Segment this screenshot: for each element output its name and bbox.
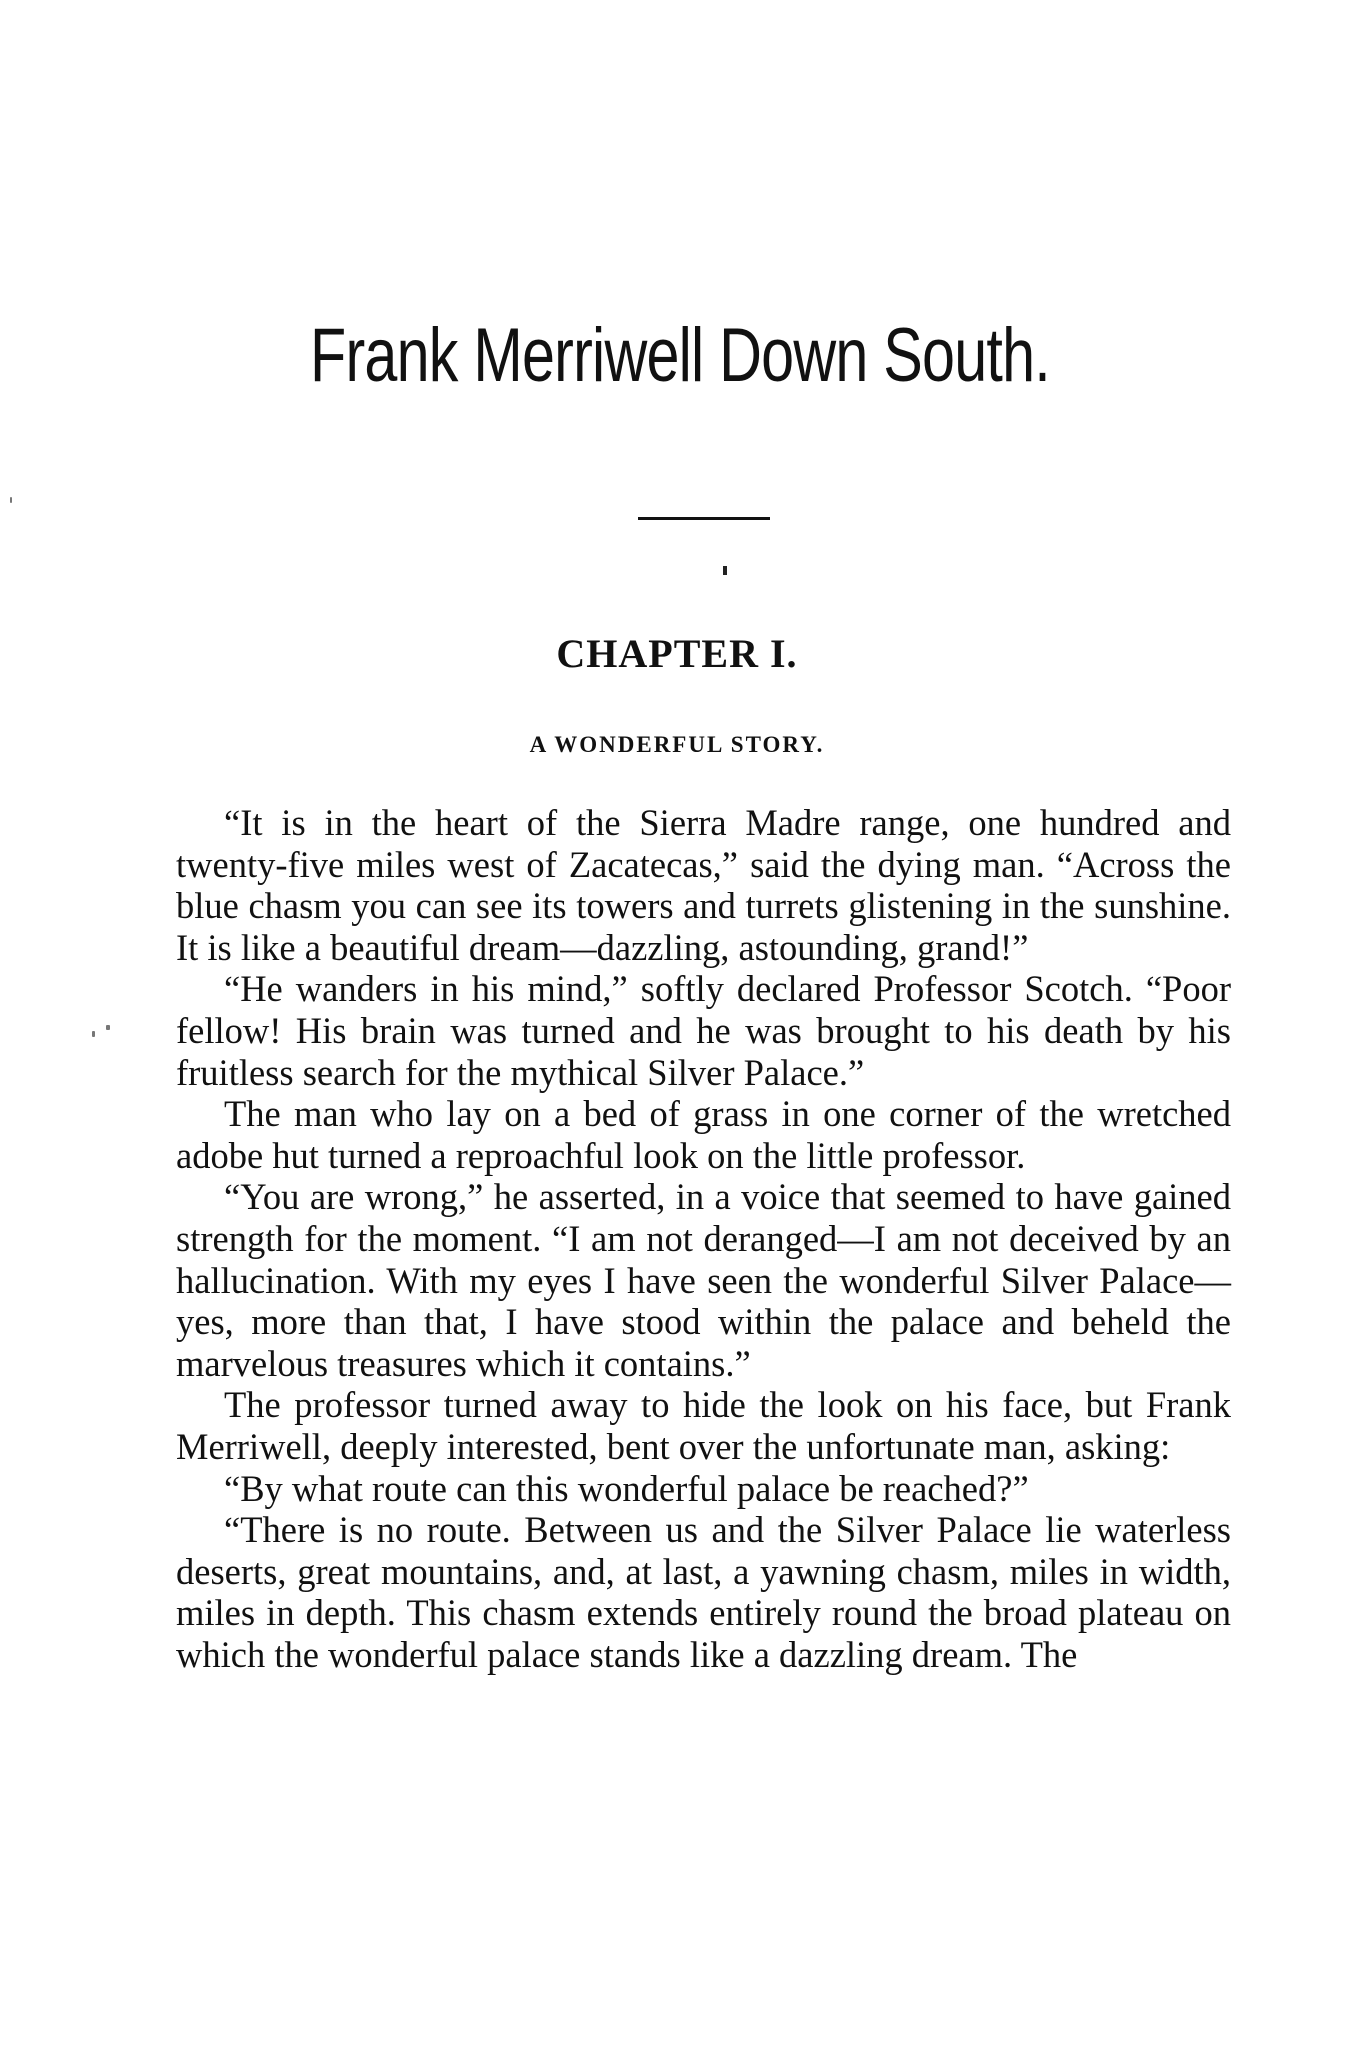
chapter-heading: CHAPTER I. xyxy=(556,631,798,676)
paragraph: “You are wrong,” he asserted, in a voice that seemed to have gained strength for the moment. “I am not deranged—I am not deceived by an hallucination. With my eyes I have seen the wonderful Silver Palace—yes, more than that, I have stood within the palace and beheld the marvelous treasures which it contains.” xyxy=(176,1176,1231,1384)
print-speck xyxy=(92,1031,95,1037)
chapter-body xyxy=(176,802,1231,1675)
chapter-title: A WONDERFUL STORY. xyxy=(529,732,825,757)
paragraph: “He wanders in his mind,” softly declared Professor Scotch. “Poor fellow! His brain was turned and he was brought to his death by his fruitless search for the mythical Silver Palace.” xyxy=(176,968,1231,1093)
print-speck xyxy=(10,497,12,503)
paragraph: “By what route can this wonderful palace be reached?” xyxy=(224,1467,1029,1509)
title-divider xyxy=(638,517,770,520)
paragraph: The professor turned away to hide the look on his face, but Frank Merriwell, deeply interested, bent over the unfortunate man, asking: xyxy=(176,1384,1231,1467)
book-title: Frank Merriwell Down South. xyxy=(310,313,1050,398)
paragraph: The man who lay on a bed of grass in one corner of the wretched adobe hut turned a reproachful look on the little professor. xyxy=(176,1093,1231,1176)
print-speck xyxy=(106,1025,110,1030)
ornament-dot xyxy=(723,566,727,575)
paragraph: “It is in the heart of the Sierra Madre range, one hundred and twenty-five miles west of Zacatecas,” said the dying man. “Across the blue chasm you can see its towers and turrets glistening in the sunshine. It is like a beautiful dream—dazzling, astounding, grand!” xyxy=(176,802,1231,968)
paragraph: “There is no route. Between us and the Silver Palace lie waterless deserts, great mountains, and, at last, a yawning chasm, miles in width, miles in depth. This chasm extends entirely round the broad plateau on which the wonderful palace stands like a dazzling dream. The xyxy=(176,1509,1231,1675)
